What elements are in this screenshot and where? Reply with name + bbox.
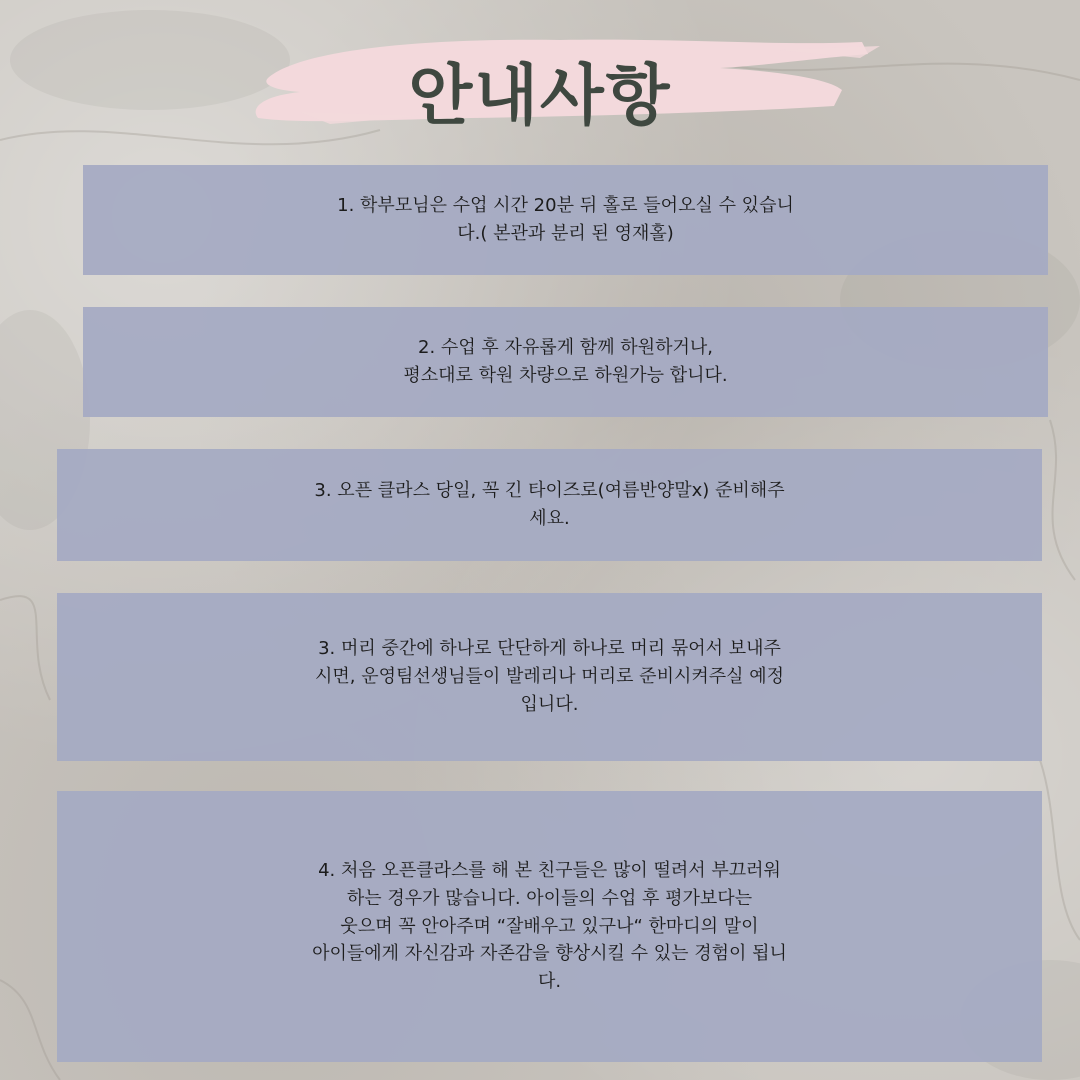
notice-box-3 bbox=[57, 449, 1042, 561]
page-title: 안내사항 bbox=[408, 57, 672, 134]
notice-line: 아이들에게 자신감과 자존감을 향상시킬 수 있는 경험이 됩니 bbox=[312, 943, 787, 965]
notice-line: 다. bbox=[537, 971, 562, 993]
notice-line: 입니다. bbox=[520, 693, 579, 715]
notice-line: 1. 학부모님은 수업 시간 20분 뒤 홀로 들어오실 수 있습니 bbox=[337, 195, 794, 217]
title-banner bbox=[0, 20, 1080, 140]
notice-box-1 bbox=[83, 165, 1048, 275]
notice-line: 4. 처음 오픈클라스를 해 본 친구들은 많이 떨려서 부끄러워 bbox=[318, 859, 781, 881]
notice-line: 하는 경우가 많습니다. 아이들의 수업 후 평가보다는 bbox=[346, 887, 753, 909]
notice-box-5 bbox=[57, 791, 1042, 1062]
notice-line: 3. 머리 중간에 하나로 단단하게 하나로 머리 묶어서 보내주 bbox=[318, 638, 781, 660]
notice-box-2 bbox=[83, 307, 1048, 417]
notice-line: 3. 오픈 클라스 당일, 꼭 긴 타이즈로(여름반양말x) 준비해주 bbox=[314, 480, 785, 502]
notice-line: 세요. bbox=[529, 508, 570, 529]
notice-line: 평소대로 학원 차량으로 하원가능 합니다. bbox=[403, 365, 728, 386]
notice-line: 2. 수업 후 자유롭게 함께 하원하거나, bbox=[418, 337, 713, 359]
notice-line: 다.( 본관과 분리 된 영재홀) bbox=[457, 223, 674, 244]
notice-line: 웃으며 꼭 안아주며 “잘배우고 있구나“ 한마디의 말이 bbox=[340, 915, 759, 937]
notice-box-4 bbox=[57, 593, 1042, 761]
notice-line: 시면, 운영팀선생님들이 발레리나 머리로 준비시켜주실 예정 bbox=[314, 666, 785, 688]
